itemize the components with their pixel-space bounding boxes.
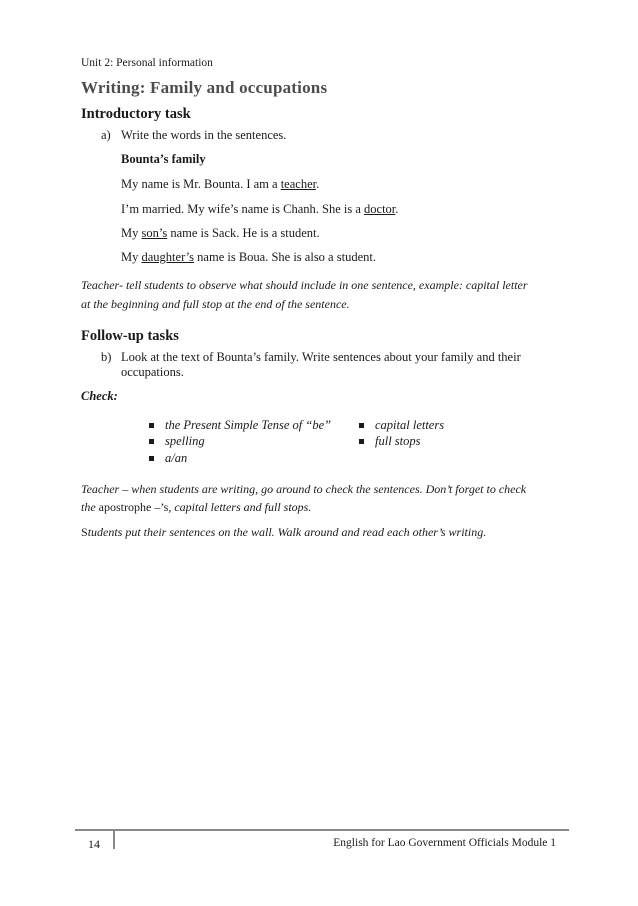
check-item-capital-letters: capital letters: [359, 418, 444, 433]
apostrophe-term: apostrophe –’s: [98, 500, 169, 514]
students-instruction: Students put their sentences on the wall. Walk around and read each other’s writing.: [81, 525, 487, 539]
sentence-2: [121, 202, 398, 217]
sentence-4: [121, 250, 376, 265]
footer-divider-tick: [113, 829, 115, 849]
square-bullet-icon: [149, 439, 154, 444]
square-bullet-icon: [149, 456, 154, 461]
check-label: Check:: [81, 389, 118, 403]
teacher-note-line-2: at the beginning and full stop at the end of the sentence.: [81, 297, 350, 311]
teacher-note-line-1: Teacher- tell students to observe what should include in one sentence, example: capital letter: [81, 278, 528, 292]
sentence-1-post: .: [316, 177, 320, 191]
page-title: Writing: Family and occupations: [81, 78, 328, 97]
sentence-3: [121, 226, 320, 241]
family-title: Bounta’s family: [121, 152, 206, 166]
sentence-3-word: son’s: [141, 226, 168, 240]
footer-divider: [75, 829, 569, 831]
check-item-present-simple: the Present Simple Tense of “be”: [149, 418, 331, 433]
unit-header: Unit 2: Personal information: [81, 57, 213, 69]
sentence-4-word: daughter’s: [141, 250, 195, 264]
sentence-3-post: name is Sack. He is a student.: [167, 226, 320, 240]
sentence-2-word: doctor: [364, 202, 396, 216]
check-item-a-an: a/an: [149, 451, 187, 466]
page-number: 14: [88, 837, 100, 851]
item-b-line-1: Look at the text of Bounta’s family. Write sentences about your family and their: [121, 350, 521, 364]
sentence-4-pre: My: [121, 250, 142, 264]
item-a-marker: a): [101, 128, 111, 142]
check-item-full-stops: full stops: [359, 434, 421, 449]
follow-up-tasks-heading: Follow-up tasks: [81, 328, 179, 344]
item-a-text: Write the words in the sentences.: [121, 128, 287, 142]
item-b-marker: b): [101, 350, 112, 364]
item-b-line-2: occupations.: [121, 365, 184, 379]
sentence-2-pre: I’m married. My wife’s name is Chanh. She is a: [121, 202, 365, 216]
introductory-task-heading: Introductory task: [81, 106, 191, 122]
sentence-3-pre: My: [121, 226, 142, 240]
footer-title: English for Lao Government Officials Module 1: [333, 837, 556, 849]
sentence-4-post: name is Boua. She is also a student.: [194, 250, 376, 264]
sentence-1-word: teacher: [280, 177, 317, 191]
square-bullet-icon: [359, 439, 364, 444]
sentence-1-pre: My name is Mr. Bounta. I am a: [121, 177, 281, 191]
square-bullet-icon: [149, 423, 154, 428]
square-bullet-icon: [359, 423, 364, 428]
check-item-spelling: spelling: [149, 434, 205, 449]
teacher-reminder-line-2: the apostrophe –’s, capital letters and full stops.: [81, 500, 312, 514]
sentence-1: [121, 177, 319, 192]
teacher-reminder-line-1: Teacher – when students are writing, go around to check the sentences. Don’t forget to check: [81, 482, 527, 496]
sentence-2-post: .: [395, 202, 399, 216]
